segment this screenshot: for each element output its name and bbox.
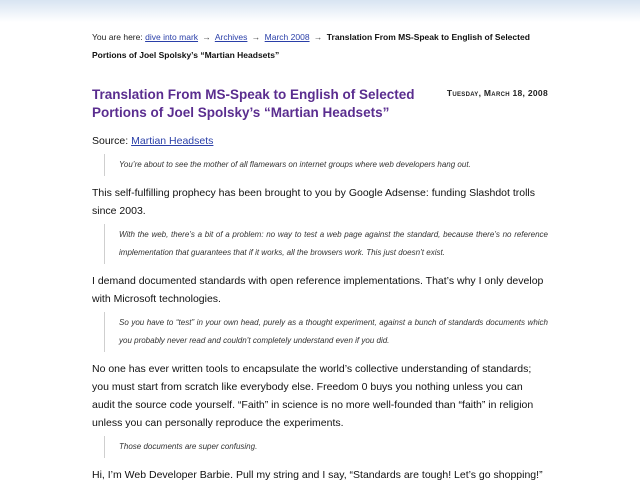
source-line (92, 132, 548, 150)
breadcrumb-prefix: You are here: (92, 32, 143, 42)
body-paragraph: Hi, I’m Web Developer Barbie. Pull my string and I say, “Standards are tough! Let’s go shopping!” (92, 469, 543, 480)
page-content (92, 28, 548, 480)
quote-block: With the web, there’s a bit of a problem: no way to test a web page against the standard, because there’s no reference implementation that guarantees that if it works, all the browsers work. This just doesn’t exist. (104, 224, 548, 264)
breadcrumb-separator: → (313, 32, 323, 42)
breadcrumb-link-home[interactable]: dive into mark (145, 32, 199, 42)
post-date: Tuesday, March 18, 2008 (446, 88, 548, 98)
breadcrumb-separator: → (251, 32, 261, 42)
source-label: Source: (92, 135, 129, 147)
source-link[interactable]: Martian Headsets (131, 135, 214, 147)
breadcrumb-current: Translation From MS-Speak to English of Selected Portions of Joel Spolsky’s “Martian Headsets” (92, 32, 530, 60)
body-paragraph: I demand documented standards with open reference implementations. That’s why I only develop with Microsoft technologies. (92, 275, 544, 305)
breadcrumb (92, 28, 548, 64)
breadcrumb-separator: → (202, 32, 211, 42)
quote-block: So you have to “test” in your own head, purely as a thought experiment, against a bunch of standards documents which you probably never read and couldn’t completely understand even if you did. (104, 312, 548, 352)
breadcrumb-link-archives[interactable]: Archives (214, 32, 248, 42)
body-paragraph: No one has ever written tools to encapsulate the world’s collective understanding of standards; you must start from scratch like everybody else. Freedom 0 buys you nothing unless you can audit the source code yourself. “Faith” in science is no more well-founded than “faith” in religion unless you can personally reproduce the experiments. (92, 363, 534, 429)
post-header (92, 86, 548, 122)
quote-block: You’re about to see the mother of all flamewars on internet groups where web developers hang out. (104, 154, 548, 176)
post-title: Translation From MS-Speak to English of Selected Portions of Joel Spolsky’s “Martian Headsets” (92, 87, 415, 120)
body-paragraph: This self-fulfilling prophecy has been brought to you by Google Adsense: funding Slashdot trolls since 2003. (92, 187, 536, 217)
breadcrumb-link-month[interactable]: March 2008 (264, 32, 310, 42)
quote-block: Those documents are super confusing. (104, 436, 548, 458)
